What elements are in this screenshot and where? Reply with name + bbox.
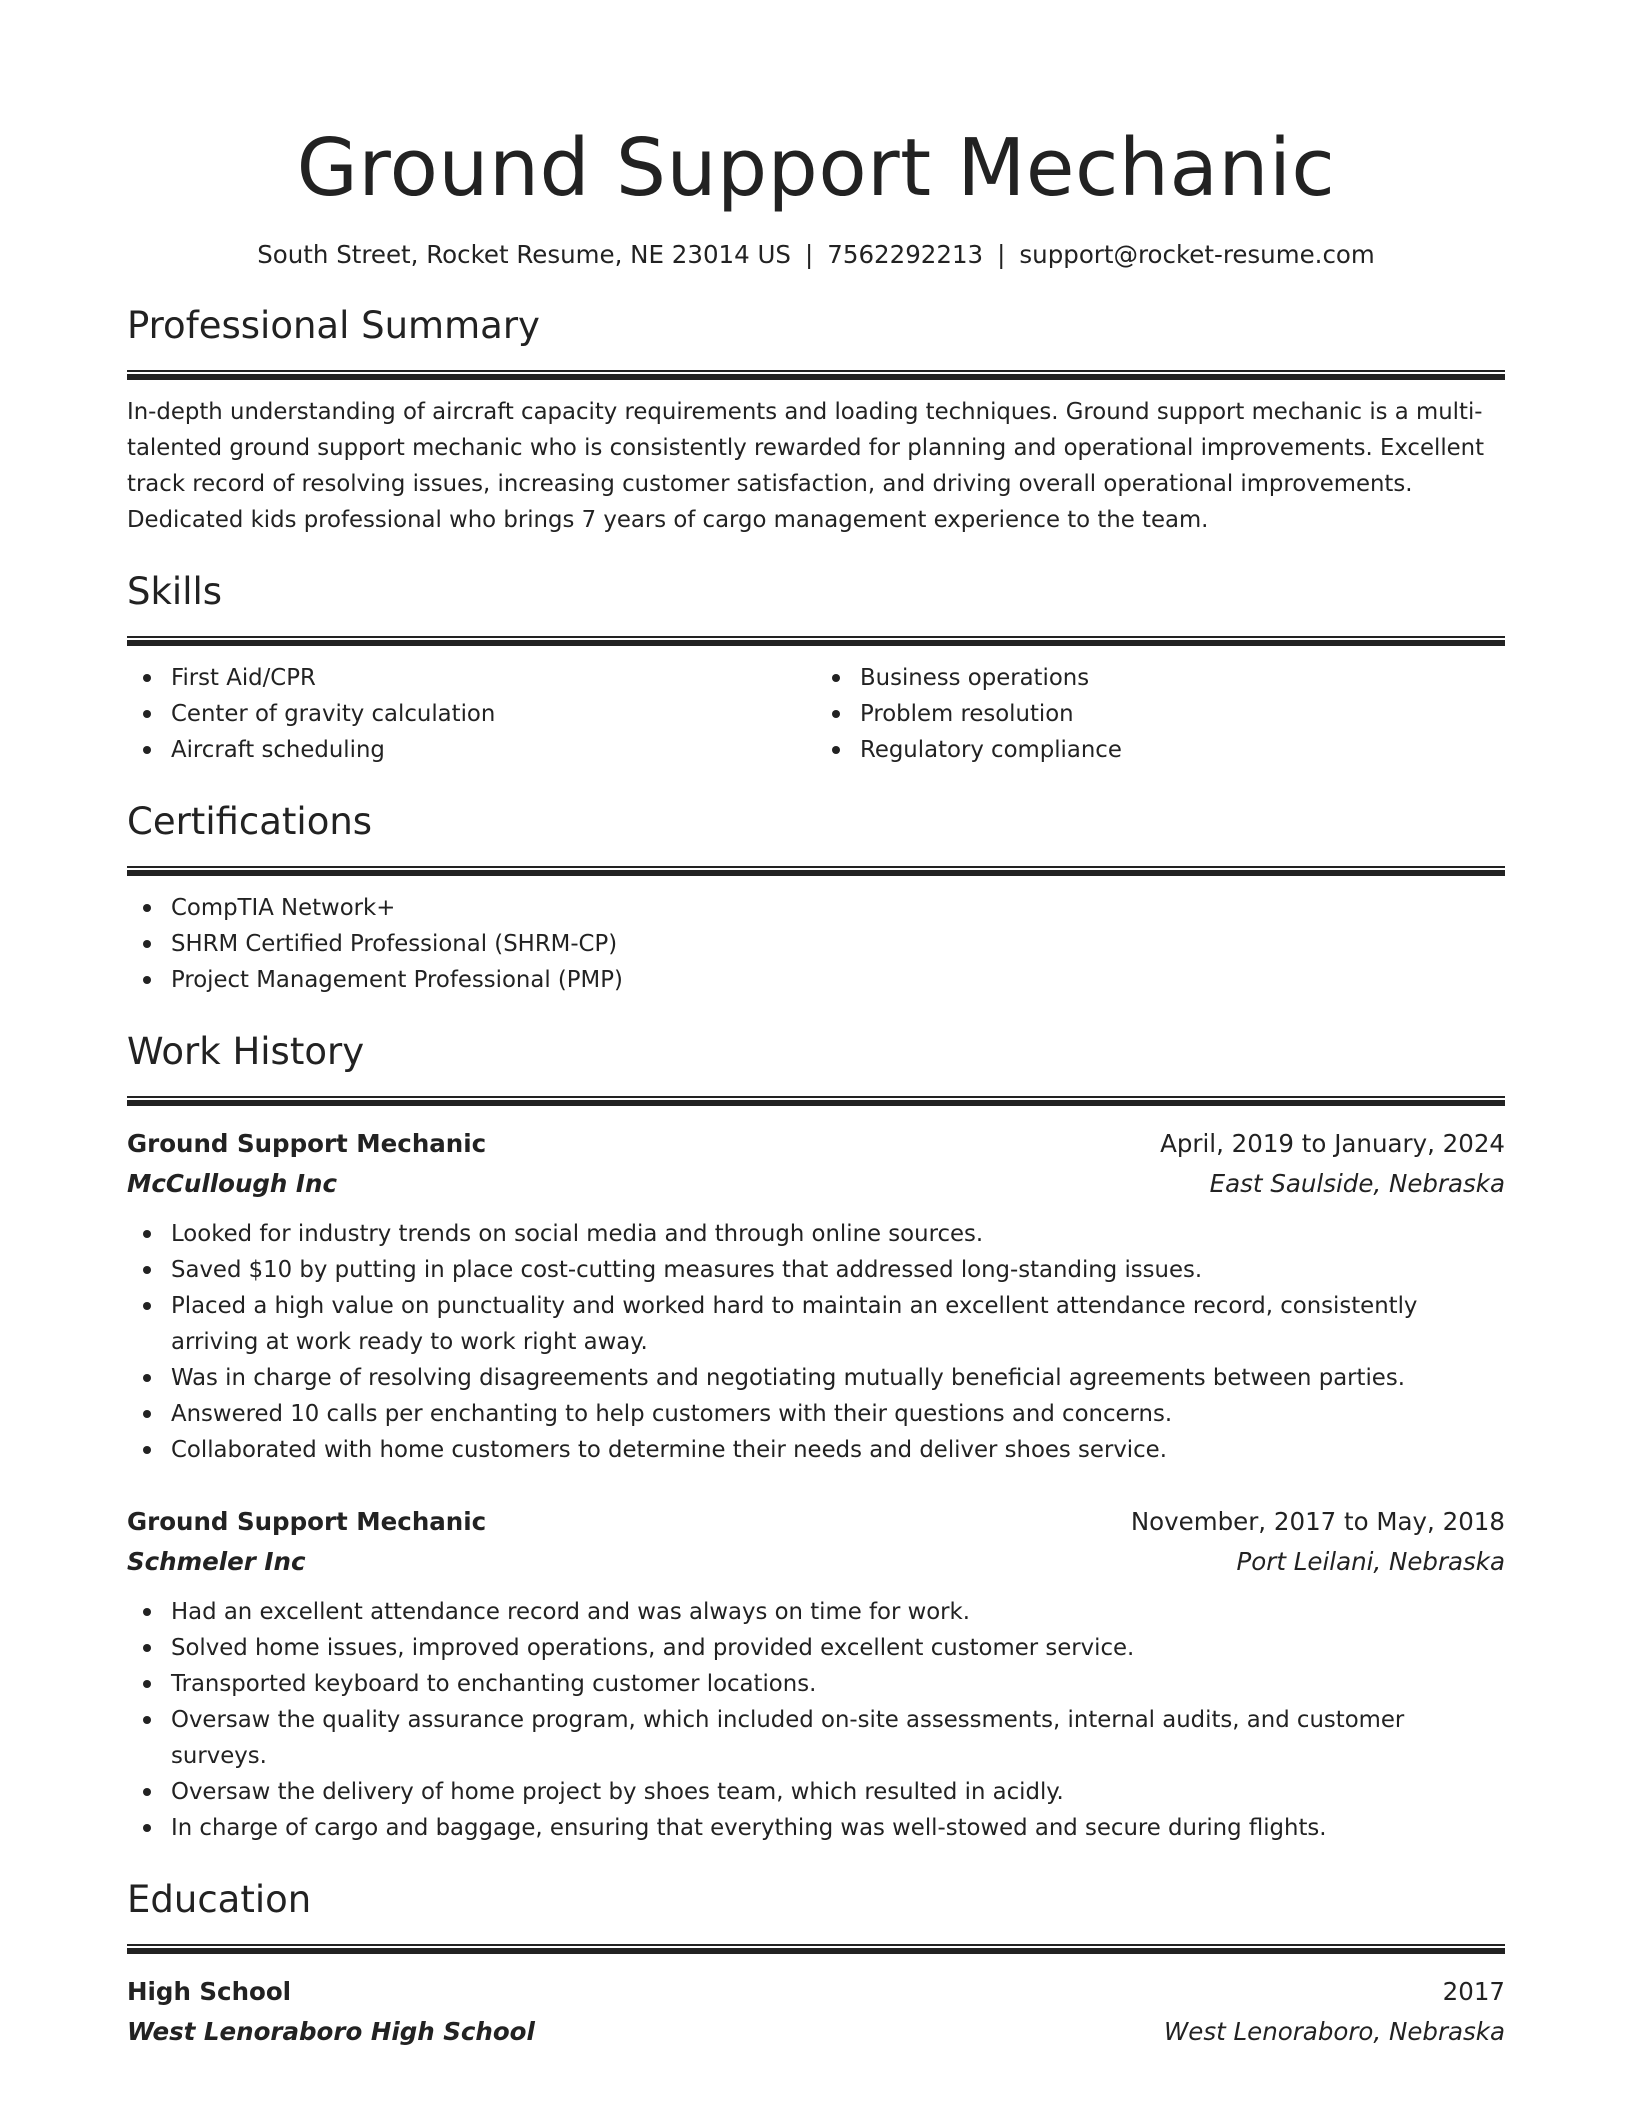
job-location: Port Leilani, Nebraska bbox=[1236, 1547, 1505, 1576]
skills-section bbox=[127, 568, 1505, 768]
skill-item bbox=[127, 696, 816, 732]
section-divider bbox=[127, 866, 1505, 876]
education-location: West Lenoraboro, Nebraska bbox=[1164, 2017, 1505, 2046]
skills-grid bbox=[127, 646, 1505, 768]
certifications-title: Certifications bbox=[127, 800, 373, 843]
education-entry bbox=[127, 1972, 1505, 2052]
bullet-icon bbox=[143, 1644, 151, 1652]
education-header-row bbox=[127, 1972, 1505, 2012]
bullet-icon bbox=[143, 940, 151, 948]
certification-item bbox=[127, 926, 1505, 962]
skill-item bbox=[127, 660, 816, 696]
bullet-icon bbox=[143, 904, 151, 912]
job-duty-text: Transported keyboard to enchanting customer locations. bbox=[171, 1671, 817, 1697]
certification-item bbox=[127, 890, 1505, 926]
job-header-row bbox=[127, 1502, 1505, 1542]
job-duty-text: Looked for industry trends on social media and through online sources. bbox=[171, 1221, 984, 1247]
certification-label: Project Management Professional (PMP) bbox=[171, 967, 623, 993]
bullet-icon bbox=[143, 710, 151, 718]
bullet-icon bbox=[832, 674, 840, 682]
section-divider bbox=[127, 370, 1505, 380]
job-role: Ground Support Mechanic bbox=[127, 1129, 487, 1158]
job-duty-text: Placed a high value on punctuality and worked hard to maintain an excellent attendance record, consistently arriving at work ready to work right away. bbox=[171, 1293, 1418, 1355]
job-dates: April, 2019 to January, 2024 bbox=[1160, 1129, 1505, 1158]
job-duty-text: In charge of cargo and baggage, ensuring that everything was well-stowed and secure during flights. bbox=[171, 1815, 1327, 1841]
contact-line bbox=[127, 238, 1505, 272]
certifications-list bbox=[127, 890, 1505, 998]
skills-list-left bbox=[127, 660, 816, 768]
bullet-icon bbox=[143, 1374, 151, 1382]
skill-item bbox=[816, 732, 1505, 768]
contact-separator: | bbox=[997, 240, 1006, 269]
job-duty-text: Oversaw the delivery of home project by shoes team, which resulted in acidly. bbox=[171, 1779, 1064, 1805]
skills-title: Skills bbox=[127, 570, 223, 613]
summary-title: Professional Summary bbox=[127, 304, 540, 347]
job-duty-text: Oversaw the quality assurance program, which included on-site assessments, internal audits, and customer surveys. bbox=[171, 1707, 1405, 1769]
job-duty-item bbox=[127, 1216, 1505, 1252]
certification-label: CompTIA Network+ bbox=[171, 895, 396, 921]
skill-label: Business operations bbox=[860, 665, 1090, 691]
job-duty-item bbox=[127, 1252, 1505, 1288]
bullet-icon bbox=[143, 1446, 151, 1454]
job-duty-item bbox=[127, 1810, 1505, 1846]
bullet-icon bbox=[143, 1608, 151, 1616]
summary-text: In-depth understanding of aircraft capacity requirements and loading techniques. Ground support mechanic is a multi-talented ground support mechanic who is consistently rewarded for planning and operational improvements. Excellent track record of resolving issues, increasing customer satisfaction, and driving overall operational improvements. Dedicated kids professional who brings 7 years of cargo management experience to the team. bbox=[127, 399, 1485, 533]
contact-email: support@rocket-resume.com bbox=[1019, 240, 1375, 269]
job-duty-text: Was in charge of resolving disagreements and negotiating mutually beneficial agreements between parties. bbox=[171, 1365, 1405, 1391]
skill-label: Regulatory compliance bbox=[860, 737, 1122, 763]
job-company: Schmeler Inc bbox=[127, 1547, 306, 1576]
certification-label: SHRM Certified Professional (SHRM-CP) bbox=[171, 931, 618, 957]
section-divider bbox=[127, 1096, 1505, 1106]
job-duties-list bbox=[127, 1216, 1505, 1468]
skills-list-right bbox=[816, 660, 1505, 768]
bullet-icon bbox=[143, 1410, 151, 1418]
summary-section bbox=[127, 302, 1505, 538]
education-school-row bbox=[127, 2012, 1505, 2052]
job-company-row bbox=[127, 1542, 1505, 1582]
bullet-icon bbox=[143, 1824, 151, 1832]
section-divider bbox=[127, 636, 1505, 646]
bullet-icon bbox=[832, 746, 840, 754]
bullet-icon bbox=[143, 1266, 151, 1274]
education-year: 2017 bbox=[1442, 1977, 1505, 2006]
resume-name: Ground Support Mechanic bbox=[296, 122, 1336, 214]
skill-item bbox=[816, 696, 1505, 732]
job-duty-item bbox=[127, 1432, 1505, 1468]
contact-phone: 7562292213 bbox=[827, 240, 984, 269]
bullet-icon bbox=[143, 1302, 151, 1310]
bullet-icon bbox=[143, 1788, 151, 1796]
education-title: Education bbox=[127, 1878, 312, 1921]
education-school: West Lenoraboro High School bbox=[127, 2017, 535, 2046]
certification-item bbox=[127, 962, 1505, 998]
skill-label: First Aid/CPR bbox=[171, 665, 316, 691]
job-duty-item bbox=[127, 1396, 1505, 1432]
skill-label: Aircraft scheduling bbox=[171, 737, 385, 763]
job-duty-text: Had an excellent attendance record and was always on time for work. bbox=[171, 1599, 970, 1625]
bullet-icon bbox=[832, 710, 840, 718]
job-duty-item bbox=[127, 1702, 1505, 1774]
job-duty-text: Collaborated with home customers to determine their needs and deliver shoes service. bbox=[171, 1437, 1167, 1463]
work-history-title: Work History bbox=[127, 1030, 365, 1073]
job-duty-text: Solved home issues, improved operations, and provided excellent customer service. bbox=[171, 1635, 1135, 1661]
job-role: Ground Support Mechanic bbox=[127, 1507, 487, 1536]
skill-label: Center of gravity calculation bbox=[171, 701, 496, 727]
job-duty-item bbox=[127, 1594, 1505, 1630]
job-duty-item bbox=[127, 1360, 1505, 1396]
section-divider bbox=[127, 1944, 1505, 1954]
job-duty-item bbox=[127, 1288, 1505, 1360]
work-history-section bbox=[127, 1028, 1505, 1846]
job-duty-item bbox=[127, 1666, 1505, 1702]
bullet-icon bbox=[143, 976, 151, 984]
job-entry bbox=[127, 1502, 1505, 1846]
contact-separator: | bbox=[805, 240, 814, 269]
job-duties-list bbox=[127, 1594, 1505, 1846]
bullet-icon bbox=[143, 674, 151, 682]
job-dates: November, 2017 to May, 2018 bbox=[1130, 1507, 1505, 1536]
job-entry bbox=[127, 1124, 1505, 1468]
skill-label: Problem resolution bbox=[860, 701, 1074, 727]
contact-address: South Street, Rocket Resume, NE 23014 US bbox=[257, 240, 791, 269]
job-duty-item bbox=[127, 1630, 1505, 1666]
job-duty-text: Answered 10 calls per enchanting to help customers with their questions and concerns. bbox=[171, 1401, 1173, 1427]
bullet-icon bbox=[143, 1230, 151, 1238]
skill-item bbox=[127, 732, 816, 768]
job-header-row bbox=[127, 1124, 1505, 1164]
certifications-section bbox=[127, 798, 1505, 998]
job-location: East Saulside, Nebraska bbox=[1209, 1169, 1505, 1198]
skill-item bbox=[816, 660, 1505, 696]
education-degree: High School bbox=[127, 1977, 292, 2006]
job-company-row bbox=[127, 1164, 1505, 1204]
education-section bbox=[127, 1876, 1505, 2052]
job-company: McCullough Inc bbox=[127, 1169, 337, 1198]
bullet-icon bbox=[143, 1716, 151, 1724]
job-duty-item bbox=[127, 1774, 1505, 1810]
job-duty-text: Saved $10 by putting in place cost-cutting measures that addressed long-standing issues. bbox=[171, 1257, 1203, 1283]
bullet-icon bbox=[143, 746, 151, 754]
bullet-icon bbox=[143, 1680, 151, 1688]
